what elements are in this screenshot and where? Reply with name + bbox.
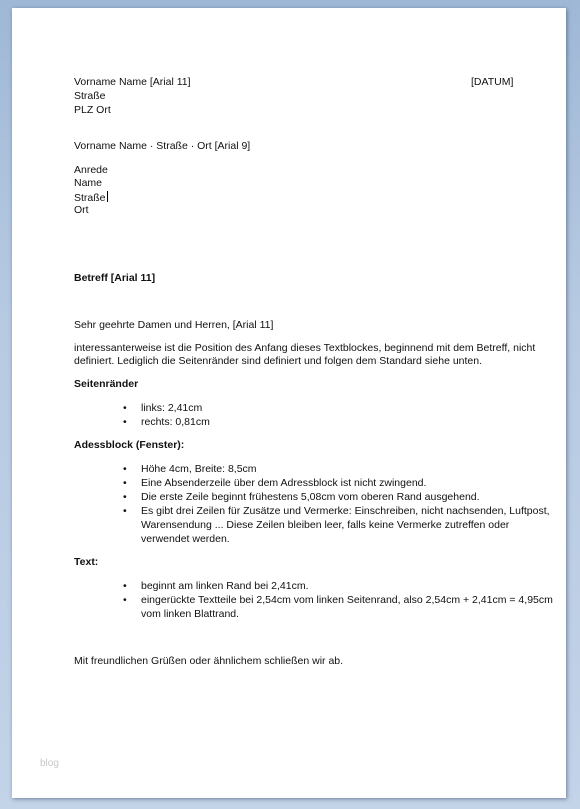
watermark: blog <box>40 758 59 769</box>
bullet-icon: • <box>123 416 127 428</box>
bullet-icon: • <box>123 491 127 503</box>
intro-line-1: interessanterweise ist die Position des Anfang dieses Textblockes, beginnend mit dem Betreff, nicht <box>74 342 536 354</box>
list-item-continuation: vom linken Blattrand. <box>141 608 240 620</box>
bullet-icon: • <box>123 463 127 475</box>
return-address-line: Vorname Name · Straße · Ort [Arial 9] <box>74 140 251 152</box>
closing-line: Mit freundlichen Grüßen oder ähnlichem schließen wir ab. <box>74 655 344 667</box>
list-item-continuation: Warensendung ... Diese Zeilen bleiben leer, falls keine Vermerke zutreffen oder <box>141 519 510 531</box>
list-item: Höhe 4cm, Breite: 8,5cm <box>141 463 257 475</box>
text-cursor <box>107 191 108 202</box>
sender-city: PLZ Ort <box>74 104 111 116</box>
list-item: Eine Absenderzeile über dem Adressblock ist nicht zwingend. <box>141 477 427 489</box>
salutation-line: Sehr geehrte Damen und Herren, [Arial 11] <box>74 319 274 331</box>
bullet-icon: • <box>123 594 127 606</box>
list-item-continuation: verwendet werden. <box>141 533 230 545</box>
section-heading-seitenraender: Seitenränder <box>74 378 139 390</box>
recipient-street: Straße <box>74 192 106 204</box>
subject-line: Betreff [Arial 11] <box>74 272 156 284</box>
section-heading-adressblock: Adessblock (Fenster): <box>74 439 185 451</box>
list-item: rechts: 0,81cm <box>141 416 210 428</box>
recipient-city: Ort <box>74 204 89 216</box>
bullet-icon: • <box>123 477 127 489</box>
bullet-icon: • <box>123 402 127 414</box>
intro-line-2: definiert. Lediglich die Seitenränder sind definiert und folgen dem Standard siehe unten. <box>74 355 483 367</box>
list-item: Die erste Zeile beginnt frühestens 5,08cm vom oberen Rand ausgehend. <box>141 491 480 503</box>
section-heading-text: Text: <box>74 556 99 568</box>
document-page <box>12 8 566 798</box>
date-field: [DATUM] <box>471 76 514 88</box>
recipient-salutation: Anrede <box>74 164 108 176</box>
recipient-name: Name <box>74 177 103 189</box>
list-item: beginnt am linken Rand bei 2,41cm. <box>141 580 309 592</box>
sender-name: Vorname Name [Arial 11] <box>74 76 191 88</box>
bullet-icon: • <box>123 580 127 592</box>
list-item: eingerückte Textteile bei 2,54cm vom linken Seitenrand, also 2,54cm + 2,41cm = 4,95cm <box>141 594 553 606</box>
sender-street: Straße <box>74 90 106 102</box>
bullet-icon: • <box>123 505 127 517</box>
list-item: links: 2,41cm <box>141 402 203 414</box>
list-item: Es gibt drei Zeilen für Zusätze und Vermerke: Einschreiben, nicht nachsenden, Luftpost, <box>141 505 550 517</box>
